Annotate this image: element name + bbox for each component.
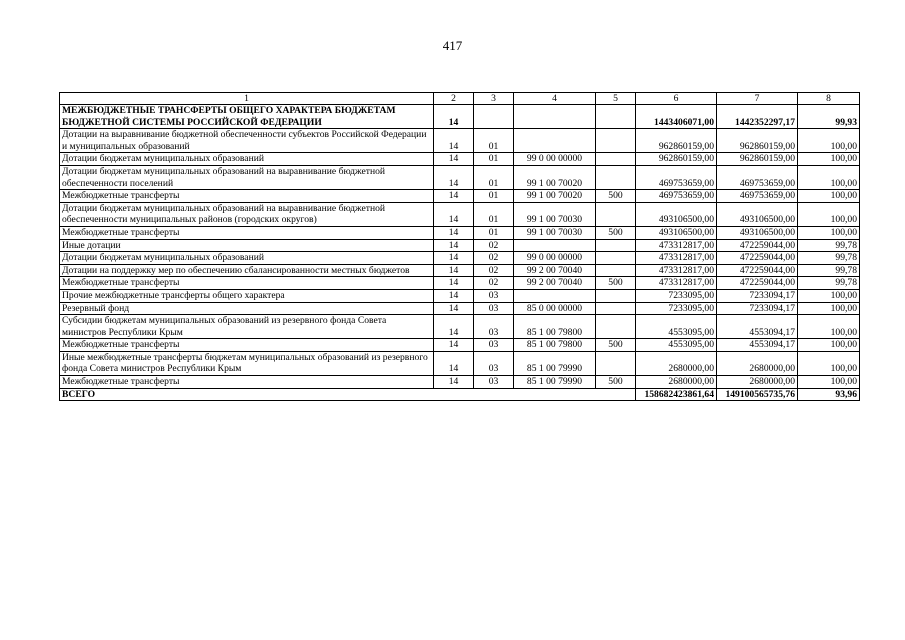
table-row <box>60 239 860 252</box>
executed-amount: 2680000,00 <box>717 351 798 375</box>
executed-amount: 1442352297,17 <box>717 105 798 129</box>
executed-amount: 472259044,00 <box>717 277 798 290</box>
total-row <box>60 388 860 401</box>
execution-percent: 100,00 <box>798 302 860 315</box>
execution-percent: 100,00 <box>798 165 860 189</box>
expense-type-code: 500 <box>596 226 636 239</box>
budget-table <box>59 92 860 401</box>
target-article-code: 99 0 00 00000 <box>514 252 596 265</box>
item-name: МЕЖБЮДЖЕТНЫЕ ТРАНСФЕРТЫ ОБЩЕГО ХАРАКТЕРА БЮДЖЕТАМ БЮДЖЕТНОЙ СИСТЕМЫ РОССИЙСКОЙ ФЕДЕРАЦИИ <box>60 105 434 129</box>
table-row <box>60 315 860 339</box>
expense-type-code <box>596 315 636 339</box>
planned-amount: 4553095,00 <box>636 315 717 339</box>
execution-percent: 100,00 <box>798 153 860 166</box>
table-row <box>60 190 860 203</box>
table-row <box>60 376 860 389</box>
item-name: Межбюджетные трансферты <box>60 376 434 389</box>
table-row <box>60 289 860 302</box>
column-header: 3 <box>474 93 514 105</box>
executed-amount: 2680000,00 <box>717 376 798 389</box>
executed-amount: 962860159,00 <box>717 129 798 153</box>
execution-percent: 100,00 <box>798 339 860 352</box>
section-code: 14 <box>434 202 474 226</box>
planned-amount: 469753659,00 <box>636 190 717 203</box>
section-code: 14 <box>434 351 474 375</box>
planned-amount: 7233095,00 <box>636 302 717 315</box>
target-article-code: 85 1 00 79800 <box>514 339 596 352</box>
subsection-code: 01 <box>474 226 514 239</box>
planned-amount: 469753659,00 <box>636 165 717 189</box>
column-header: 1 <box>60 93 434 105</box>
item-name: Прочие межбюджетные трансферты общего характера <box>60 289 434 302</box>
table-row <box>60 351 860 375</box>
expense-type-code <box>596 202 636 226</box>
expense-type-code <box>596 264 636 277</box>
item-name: Субсидии бюджетам муниципальных образований из резервного фонда Совета министров Республики Крым <box>60 315 434 339</box>
column-header: 8 <box>798 93 860 105</box>
target-article-code: 99 2 00 70040 <box>514 277 596 290</box>
expense-type-code <box>596 252 636 265</box>
section-code: 14 <box>434 264 474 277</box>
subsection-code: 03 <box>474 315 514 339</box>
target-article-code: 99 1 00 70020 <box>514 165 596 189</box>
subsection-code: 03 <box>474 376 514 389</box>
execution-percent: 99,78 <box>798 239 860 252</box>
expense-type-code: 500 <box>596 277 636 290</box>
expense-type-code: 500 <box>596 376 636 389</box>
subsection-code: 02 <box>474 277 514 290</box>
item-name: Дотации бюджетам муниципальных образований на выравнивание бюджетной обеспеченности муниципальных районов (городских округов) <box>60 202 434 226</box>
subsection-code <box>474 105 514 129</box>
table-row <box>60 129 860 153</box>
subsection-code: 01 <box>474 190 514 203</box>
section-code: 14 <box>434 339 474 352</box>
executed-amount: 493106500,00 <box>717 226 798 239</box>
section-code: 14 <box>434 153 474 166</box>
expense-type-code: 500 <box>596 190 636 203</box>
execution-percent: 99,78 <box>798 277 860 290</box>
item-name: Дотации на поддержку мер по обеспечению сбалансированности местных бюджетов <box>60 264 434 277</box>
executed-amount: 472259044,00 <box>717 239 798 252</box>
planned-amount: 473312817,00 <box>636 252 717 265</box>
item-name: Иные дотации <box>60 239 434 252</box>
column-header: 4 <box>514 93 596 105</box>
executed-amount: 472259044,00 <box>717 264 798 277</box>
item-name: Межбюджетные трансферты <box>60 277 434 290</box>
planned-amount: 7233095,00 <box>636 289 717 302</box>
execution-percent: 99,78 <box>798 252 860 265</box>
table-row <box>60 153 860 166</box>
subsection-code: 01 <box>474 129 514 153</box>
subsection-code: 02 <box>474 239 514 252</box>
planned-amount: 473312817,00 <box>636 239 717 252</box>
execution-percent: 100,00 <box>798 226 860 239</box>
execution-percent: 100,00 <box>798 315 860 339</box>
section-code: 14 <box>434 239 474 252</box>
column-header: 7 <box>717 93 798 105</box>
section-code: 14 <box>434 277 474 290</box>
subsection-code: 02 <box>474 252 514 265</box>
target-article-code <box>514 239 596 252</box>
subsection-code: 03 <box>474 289 514 302</box>
section-code: 14 <box>434 129 474 153</box>
expense-type-code <box>596 302 636 315</box>
expense-type-code <box>596 129 636 153</box>
executed-amount: 4553094,17 <box>717 339 798 352</box>
executed-amount: 7233094,17 <box>717 289 798 302</box>
column-header: 6 <box>636 93 717 105</box>
planned-amount: 962860159,00 <box>636 153 717 166</box>
table-row <box>60 105 860 129</box>
executed-amount: 962860159,00 <box>717 153 798 166</box>
target-article-code <box>514 129 596 153</box>
subsection-code: 01 <box>474 202 514 226</box>
executed-amount: 4553094,17 <box>717 315 798 339</box>
section-code: 14 <box>434 105 474 129</box>
expense-type-code <box>596 105 636 129</box>
table-row <box>60 226 860 239</box>
subsection-code: 01 <box>474 153 514 166</box>
executed-amount: 493106500,00 <box>717 202 798 226</box>
subsection-code: 03 <box>474 302 514 315</box>
item-name: Дотации бюджетам муниципальных образований <box>60 252 434 265</box>
column-header: 2 <box>434 93 474 105</box>
item-name: Межбюджетные трансферты <box>60 190 434 203</box>
planned-amount: 473312817,00 <box>636 277 717 290</box>
expense-type-code: 500 <box>596 339 636 352</box>
total-executed: 149100565735,76 <box>717 388 798 401</box>
section-code: 14 <box>434 289 474 302</box>
table-row <box>60 165 860 189</box>
table-row <box>60 202 860 226</box>
table-row <box>60 302 860 315</box>
execution-percent: 100,00 <box>798 129 860 153</box>
target-article-code: 85 1 00 79990 <box>514 351 596 375</box>
section-code: 14 <box>434 315 474 339</box>
execution-percent: 100,00 <box>798 351 860 375</box>
table-row <box>60 264 860 277</box>
planned-amount: 493106500,00 <box>636 226 717 239</box>
target-article-code: 99 2 00 70040 <box>514 264 596 277</box>
section-code: 14 <box>434 190 474 203</box>
section-code: 14 <box>434 226 474 239</box>
executed-amount: 469753659,00 <box>717 190 798 203</box>
item-name: Межбюджетные трансферты <box>60 339 434 352</box>
item-name: Дотации бюджетам муниципальных образований <box>60 153 434 166</box>
expense-type-code <box>596 351 636 375</box>
target-article-code <box>514 105 596 129</box>
table-row <box>60 339 860 352</box>
expense-type-code <box>596 239 636 252</box>
execution-percent: 100,00 <box>798 202 860 226</box>
target-article-code <box>514 289 596 302</box>
planned-amount: 962860159,00 <box>636 129 717 153</box>
planned-amount: 473312817,00 <box>636 264 717 277</box>
column-header: 5 <box>596 93 636 105</box>
table-row <box>60 252 860 265</box>
execution-percent: 99,78 <box>798 264 860 277</box>
header-row <box>60 93 860 105</box>
item-name: Межбюджетные трансферты <box>60 226 434 239</box>
planned-amount: 493106500,00 <box>636 202 717 226</box>
total-label: ВСЕГО <box>60 388 636 401</box>
section-code: 14 <box>434 252 474 265</box>
expense-type-code <box>596 289 636 302</box>
execution-percent: 100,00 <box>798 190 860 203</box>
table-row <box>60 277 860 290</box>
expense-type-code <box>596 153 636 166</box>
target-article-code: 99 1 00 70020 <box>514 190 596 203</box>
section-code: 14 <box>434 376 474 389</box>
executed-amount: 472259044,00 <box>717 252 798 265</box>
item-name: Дотации бюджетам муниципальных образований на выравнивание бюджетной обеспеченности поселений <box>60 165 434 189</box>
subsection-code: 03 <box>474 339 514 352</box>
execution-percent: 99,93 <box>798 105 860 129</box>
item-name: Резервный фонд <box>60 302 434 315</box>
planned-amount: 1443406071,00 <box>636 105 717 129</box>
target-article-code: 99 1 00 70030 <box>514 202 596 226</box>
page-number: 417 <box>442 38 463 53</box>
subsection-code: 02 <box>474 264 514 277</box>
planned-amount: 4553095,00 <box>636 339 717 352</box>
target-article-code: 99 1 00 70030 <box>514 226 596 239</box>
item-name: Дотации на выравнивание бюджетной обеспеченности субъектов Российской Федерации и муниципальных образований <box>60 129 434 153</box>
executed-amount: 7233094,17 <box>717 302 798 315</box>
planned-amount: 2680000,00 <box>636 376 717 389</box>
target-article-code: 85 1 00 79800 <box>514 315 596 339</box>
execution-percent: 100,00 <box>798 376 860 389</box>
subsection-code: 01 <box>474 165 514 189</box>
section-code: 14 <box>434 302 474 315</box>
target-article-code: 85 1 00 79990 <box>514 376 596 389</box>
planned-amount: 2680000,00 <box>636 351 717 375</box>
target-article-code: 85 0 00 00000 <box>514 302 596 315</box>
expense-type-code <box>596 165 636 189</box>
item-name: Иные межбюджетные трансферты бюджетам муниципальных образований из резервного фонда Совета министров Республики Крым <box>60 351 434 375</box>
executed-amount: 469753659,00 <box>717 165 798 189</box>
section-code: 14 <box>434 165 474 189</box>
target-article-code: 99 0 00 00000 <box>514 153 596 166</box>
total-percent: 93,96 <box>798 388 860 401</box>
subsection-code: 03 <box>474 351 514 375</box>
execution-percent: 100,00 <box>798 289 860 302</box>
total-planned: 158682423861,64 <box>636 388 717 401</box>
